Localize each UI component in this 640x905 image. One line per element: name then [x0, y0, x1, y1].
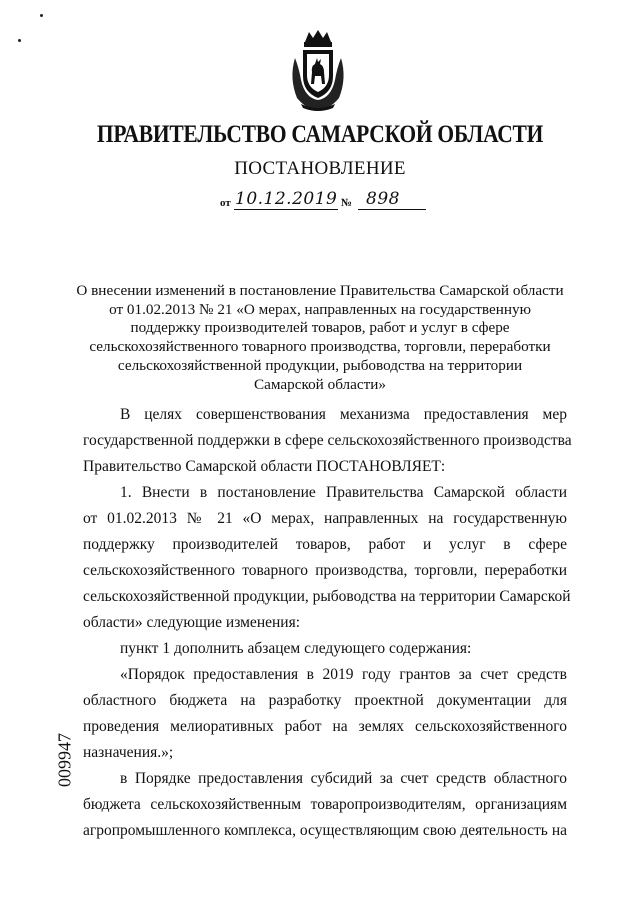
handwritten-date: 10.12.2019 — [235, 189, 338, 209]
government-title: ПРАВИТЕЛЬСТВО САМАРСКОЙ ОБЛАСТИ — [96, 121, 544, 148]
body-line: «Порядок предоставления в 2019 году грантов за счет средств — [120, 666, 567, 683]
number-prefix: № — [341, 197, 353, 209]
coat-of-arms-emblem — [287, 28, 349, 112]
body-line: поддержку производителей товаров, работ и услуг в сфере — [83, 536, 567, 553]
subject-line: поддержку производителей товаров, работ и услуг в сфере — [130, 319, 510, 337]
handwritten-number: 898 — [366, 189, 400, 209]
body-line: пункт 1 дополнить абзацем следующего содержания: — [120, 640, 472, 657]
body-line: сельскохозяйственной продукции, рыбоводства на территории Самарской — [83, 588, 571, 605]
subject-line: от 01.02.2013 № 21 «О мерах, направленных на государственную — [109, 300, 531, 318]
body-line: В целях совершенствования механизма предоставления мер — [120, 406, 567, 423]
body-line: назначения.»; — [83, 744, 174, 761]
date-underline — [234, 209, 338, 210]
margin-registration-number — [55, 720, 75, 800]
document-type: ПОСТАНОВЛЕНИЕ — [234, 158, 406, 179]
body-line: государственной поддержки в сфере сельскохозяйственного производства — [83, 432, 572, 449]
subject-line: сельскохозяйственной продукции, рыбоводства на территории — [117, 356, 523, 374]
date-prefix: от — [220, 197, 231, 209]
date-number-line — [220, 188, 430, 214]
body-line: сельскохозяйственного товарного производства, торговли, переработки — [83, 562, 567, 579]
body-line: проведения мелиоративных работ на землях сельскохозяйственного — [83, 718, 567, 735]
document-subject — [60, 282, 580, 394]
number-underline — [358, 209, 426, 210]
body-line: агропромышленного комплекса, осуществляющим свою деятельность на — [83, 822, 567, 839]
body-line: 1. Внести в постановление Правительства Самарской области — [120, 484, 567, 501]
scan-speck — [40, 14, 43, 17]
body-line: Правительство Самарской области ПОСТАНОВЛЯЕТ: — [83, 458, 446, 475]
body-line: области» следующие изменения: — [83, 614, 301, 631]
body-line: в Порядке предоставления субсидий за счет средств областного — [120, 770, 567, 787]
registration-number-text: 009947 — [54, 733, 75, 787]
body-line: от 01.02.2013 № 21 «О мерах, направленных на государственную — [83, 510, 567, 527]
subject-line: Самарской области» — [254, 375, 386, 393]
body-line: областного бюджета на разработку проектной документации для — [83, 692, 567, 709]
body-line: бюджета сельскохозяйственным товаропроизводителям, организациям — [83, 796, 567, 813]
subject-line: сельскохозяйственного товарного производства, торговли, переработки — [89, 338, 551, 356]
scan-speck — [18, 39, 21, 42]
subject-line: О внесении изменений в постановление Правительства Самарской области — [76, 282, 564, 299]
